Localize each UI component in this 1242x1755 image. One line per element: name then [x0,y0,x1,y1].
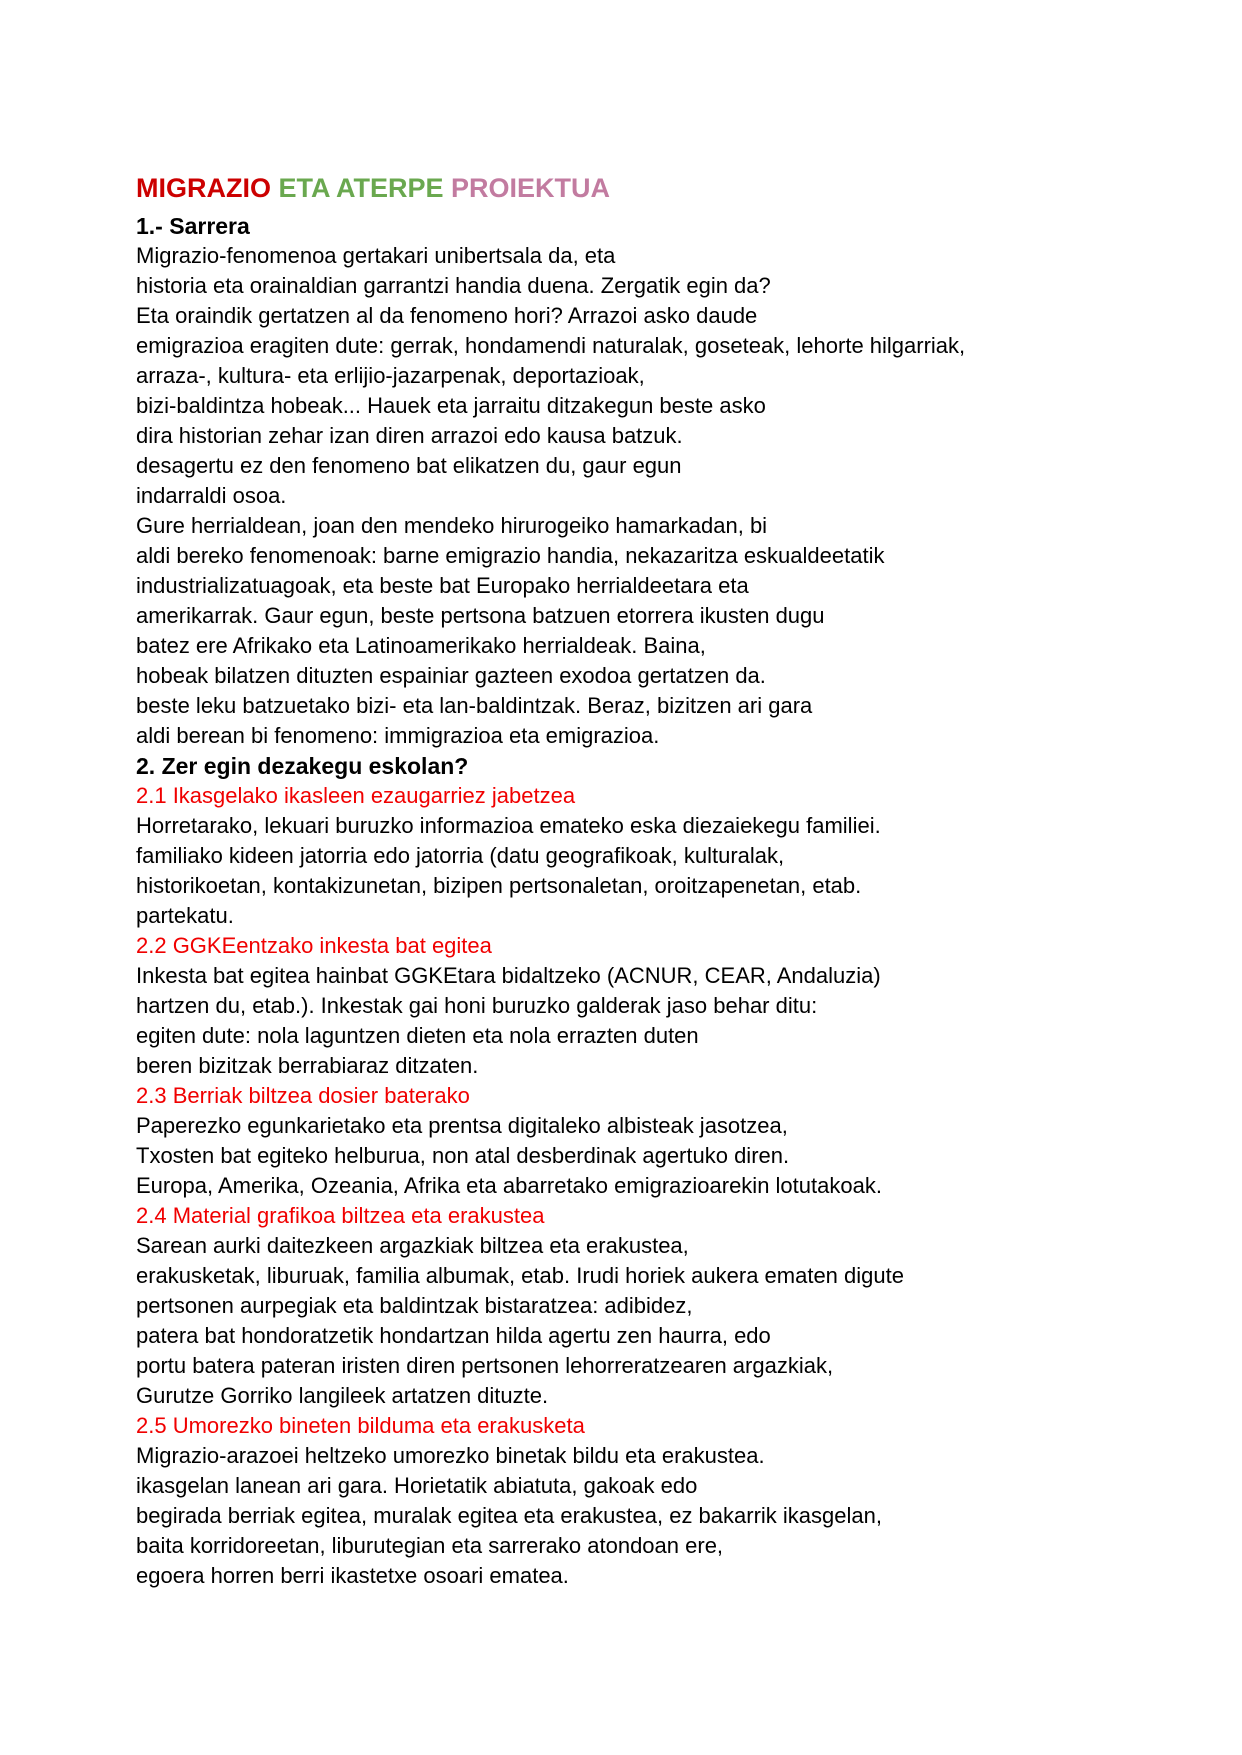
text-line: Gure herrialdean, joan den mendeko hirurogeiko hamarkadan, bi [136,513,768,538]
text-line: ikasgelan lanean ari gara. Horietatik abiatuta, gakoak edo [136,1473,698,1498]
heading-line: 1.- Sarrera [136,213,250,239]
text-line: emigrazioa eragiten dute: gerrak, hondamendi naturalak, goseteak, lehorte hilgarriak, [136,333,966,358]
text-line: baita korridoreetan, liburutegian eta sarrerako atondoan ere, [136,1533,724,1558]
text-line: arraza-, kultura- eta erlijio-jazarpenak, deportazioak, [136,363,645,388]
heading-line: 2.5 Umorezko bineten bilduma eta erakusketa [136,1413,585,1438]
text-line: aldi bereko fenomenoak: barne emigrazio handia, nekazaritza eskualdeetatik [136,543,885,568]
text-line: Paperezko egunkarietako eta prentsa digitaleko albisteak jasotzea, [136,1113,788,1138]
text-line: batez ere Afrikako eta Latinoamerikako herrialdeak. Baina, [136,633,706,658]
text-line: desagertu ez den fenomeno bat elikatzen du, gaur egun [136,453,682,478]
text-line: bizi-baldintza hobeak... Hauek eta jarraitu ditzakegun beste asko [136,393,766,418]
text-line: Eta oraindik gertatzen al da fenomeno hori? Arrazoi asko daude [136,303,758,328]
text-line: historia eta orainaldian garrantzi handia duena. Zergatik egin da? [136,273,771,298]
title-segment-0: MIGRAZIO [136,173,279,203]
heading-line: 2.4 Material grafikoa biltzea eta erakustea [136,1203,545,1228]
heading-line: 2.1 Ikasgelako ikasleen ezaugarriez jabetzea [136,783,576,808]
text-line: indarraldi osoa. [136,483,287,508]
heading-line: 2.2 GGKEentzako inkesta bat egitea [136,933,492,958]
text-line: egiten dute: nola laguntzen dieten eta nola errazten duten [136,1023,699,1048]
document-title [136,171,1142,205]
title-segment-2: PROIEKTUA [451,173,611,203]
title-segment-1: ETA ATERPE [278,173,452,203]
text-line: beren bizitzak berrabiaraz ditzaten. [136,1053,479,1078]
text-line: beste leku batzuetako bizi- eta lan-baldintzak. Beraz, bizitzen ari gara [136,693,813,718]
heading-line: 2. Zer egin dezakegu eskolan? [136,753,469,779]
text-line: familiako kideen jatorria edo jatorria (datu geografikoak, kulturalak, [136,843,785,868]
text-line: hartzen du, etab.). Inkestak gai honi buruzko galderak jaso behar ditu: [136,993,818,1018]
text-line: Sarean aurki daitezkeen argazkiak biltzea eta erakustea, [136,1233,689,1258]
text-line: Txosten bat egiteko helburua, non atal desberdinak agertuko diren. [136,1143,790,1168]
text-line: Horretarako, lekuari buruzko informazioa emateko eska diezaiekegu familiei. [136,813,881,838]
text-line: amerikarrak. Gaur egun, beste pertsona batzuen etorrera ikusten dugu [136,603,825,628]
text-line: erakusketak, liburuak, familia albumak, etab. Irudi horiek aukera ematen digute [136,1263,904,1288]
text-line: historikoetan, kontakizunetan, bizipen pertsonaletan, oroitzapenetan, etab. [136,873,862,898]
text-line: portu batera pateran iristen diren pertsonen lehorreratzearen argazkiak, [136,1353,834,1378]
text-line: dira historian zehar izan diren arrazoi edo kausa batzuk. [136,423,683,448]
text-line: Gurutze Gorriko langileek artatzen dituzte. [136,1383,549,1408]
heading-line: 2.3 Berriak biltzea dosier baterako [136,1083,470,1108]
text-line: Migrazio-fenomenoa gertakari unibertsala da, eta [136,243,616,268]
text-line: partekatu. [136,903,234,928]
text-line: aldi berean bi fenomeno: immigrazioa eta emigrazioa. [136,723,660,748]
text-line: egoera horren berri ikastetxe osoari ematea. [136,1563,569,1588]
text-line: Europa, Amerika, Ozeania, Afrika eta abarretako emigrazioarekin lotutakoak. [136,1173,882,1198]
document-body [136,211,1142,1591]
text-line: Migrazio-arazoei heltzeko umorezko binetak bildu eta erakustea. [136,1443,765,1468]
text-line: pertsonen aurpegiak eta baldintzak bistaratzea: adibidez, [136,1293,693,1318]
text-line: begirada berriak egitea, muralak egitea eta erakustea, ez bakarrik ikasgelan, [136,1503,882,1528]
text-line: patera bat hondoratzetik hondartzan hilda agertu zen haurra, edo [136,1323,771,1348]
text-line: Inkesta bat egitea hainbat GGKEtara bidaltzeko (ACNUR, CEAR, Andaluzia) [136,963,881,988]
text-line: industrializatuagoak, eta beste bat Europako herrialdeetara eta [136,573,749,598]
text-line: hobeak bilatzen dituzten espainiar gazteen exodoa gertatzen da. [136,663,766,688]
